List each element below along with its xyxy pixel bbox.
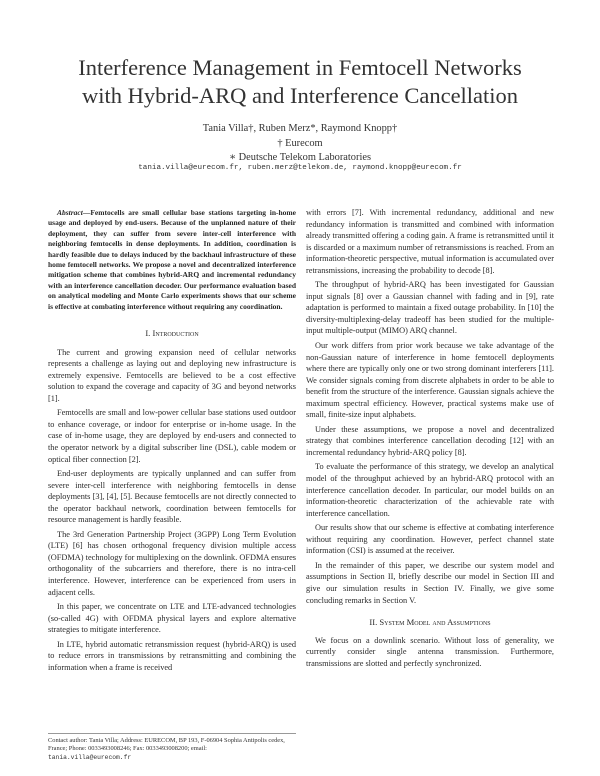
left-paragraph: The 3rd Generation Partnership Project (3GPP) Long Term Evolution (LTE) [6] has chosen orthogonal frequency division multiple access (OFDMA) technology for multiplexing on the downlink. OFDMA ensures orthogonality of the subcarriers and therefore, there is no intra-cell interference. However, interference can be experienced from users in adjacent cells. xyxy=(48,529,296,597)
left-paragraph: Femtocells are small and low-power cellular base stations used outdoor to enhance coverage, or indoor for enterprise or in-home usage. In the case of in-home usage, they are deployed by end-users and connected to the operator network by a digital subscriber line (DSL), cable modem or optical fiber connection [2]. xyxy=(48,408,296,464)
left-paragraph: In LTE, hybrid automatic retransmission request (hybrid-ARQ) is used to reduce errors in transmissions by retransmitting and combining the information when a frame is received xyxy=(48,639,296,672)
abstract xyxy=(48,208,296,312)
left-paragraph: In this paper, we concentrate on LTE and LTE-advanced technologies (so-called 4G) with OFDMA physical layers and explore alternative strategies to mitigate interference. xyxy=(48,602,296,635)
right-paragraph: We focus on a downlink scenario. Without loss of generality, we currently consider single antenna transmission. Furthermore, transmissions are slotted and perfectly synchronized. xyxy=(306,635,554,668)
footnote-text: Contact author: Tania Villa; Address: EURECOM, BP 193, F-06904 Sophia Antipolis cedex, France; Phone: 0033493008246; Fax: 0033493008200; email: xyxy=(48,737,285,753)
abstract-label: Abstract xyxy=(57,208,83,217)
author-emails: tania.villa@eurecom.fr, ruben.merz@telekom.de, raymond.knopp@eurecom.fr xyxy=(138,164,462,172)
left-column xyxy=(48,208,296,676)
right-paragraph: Our work differs from prior work because we take advantage of the non-Gaussian nature of interference in home femtocell deployments where there are typically only one or two strong dominant interferers [11]. We consider signals coming from discrete alphabets in order to be able to benefit from the structure of the interference. Gaussian signals achieve the maximum spectral efficiency. However, practical systems make use of small, finite-size input alphabets. xyxy=(306,341,554,420)
right-paragraph: Under these assumptions, we propose a novel and decentralized strategy that combines interference cancellation decoding [12] with an incremental redundancy hybrid-ARQ policy [8]. xyxy=(306,424,554,457)
section-heading-system-model: II. System Model and Assumptions xyxy=(369,617,491,628)
affiliation-eurecom: † Eurecom xyxy=(277,137,323,149)
section-heading-introduction: I. Introduction xyxy=(145,328,199,339)
affiliation-telekom: ∗ Deutsche Telekom Laboratories xyxy=(228,152,372,163)
author-block xyxy=(0,122,600,166)
left-paragraph: The current and growing expansion need of cellular networks represents a challenge as laying out and deploying new infrastructure is extremely expensive. Femtocells are believed to be a cost effective solution to expand the coverage and capacity of 3G and beyond networks [1]. xyxy=(48,347,296,403)
author-names: Tania Villa†, Ruben Merz*, Raymond Knopp† xyxy=(202,123,398,134)
title-line-2: with Hybrid-ARQ and Interference Cancellation xyxy=(81,83,519,108)
right-paragraph: with errors [7]. With incremental redundancy, additional and new redundancy information is transmitted and combined with information already transmitted offering a coding gain. A frame is retransmitted until it is discarded or a maximum number of retransmissions is reached. From an information-theoretic perspective, mutual information is accumulated over retransmissions, increasing the probability to decode [8]. xyxy=(306,208,554,275)
right-paragraph: In the remainder of this paper, we describe our system model and assumptions in Section II, briefly describe our model in Section III and give our simulation results in Section IV. Finally, we give some concluding remarks in Section V. xyxy=(306,560,554,605)
footnote-rule xyxy=(48,733,296,734)
right-column xyxy=(306,207,554,672)
abstract-text: —Femtocells are small cellular base stations targeting in-home usage and deployed by end-users. Because of the unplanned nature of their deployment, they can suffer from severe inter-cell interference with neighboring femtocells in dense deployments. In addition, coordination is hardly feasible due to delays induced by the backhaul infrastructure of these home femtocell networks. We propose a novel and decentralized interference mitigation scheme that combines hybrid-ARQ and incremental redundancy with an interference cancellation decoder. Our performance evaluation based on analytical modeling and Monte Carlo experiments shows that our scheme is effective at combating interference without requiring any coordination. xyxy=(48,208,296,311)
footnote-email: tania.villa@eurecom.fr xyxy=(48,753,132,761)
paper-title xyxy=(30,54,570,110)
right-paragraph: To evaluate the performance of this strategy, we develop an analytical model of the throughput achieved by an hybrid-ARQ protocol with an interference cancellation decoder. In particular, our model builds on an information-theoretic characterization of the achievable rate with interference cancellation. xyxy=(306,462,554,518)
title-line-1: Interference Management in Femtocell Networks xyxy=(78,55,522,80)
right-paragraph: The throughput of hybrid-ARQ has been investigated for Gaussian input signals [8] over a Gaussian channel with fading and in [9], rate adaptation is performed to maintain a fixed outage probability. In [10] the diversity-multiplexing-delay tradeoff has been studied for the multiple-input multiple-output (MIMO) ARQ channel. xyxy=(306,280,554,336)
left-paragraph: End-user deployments are typically unplanned and can suffer from severe inter-cell interference with neighboring femtocells in dense deployments [3], [4], [5]. Because femtocells are not directly connected to the operator backhaul network, coordination between femtocells for resource management is hardly feasible. xyxy=(48,469,296,525)
right-paragraph: Our results show that our scheme is effective at combating interference without requiring any coordination. However, perfect channel state information (CSI) is assumed at the receiver. xyxy=(306,523,554,556)
footnote xyxy=(48,737,296,762)
